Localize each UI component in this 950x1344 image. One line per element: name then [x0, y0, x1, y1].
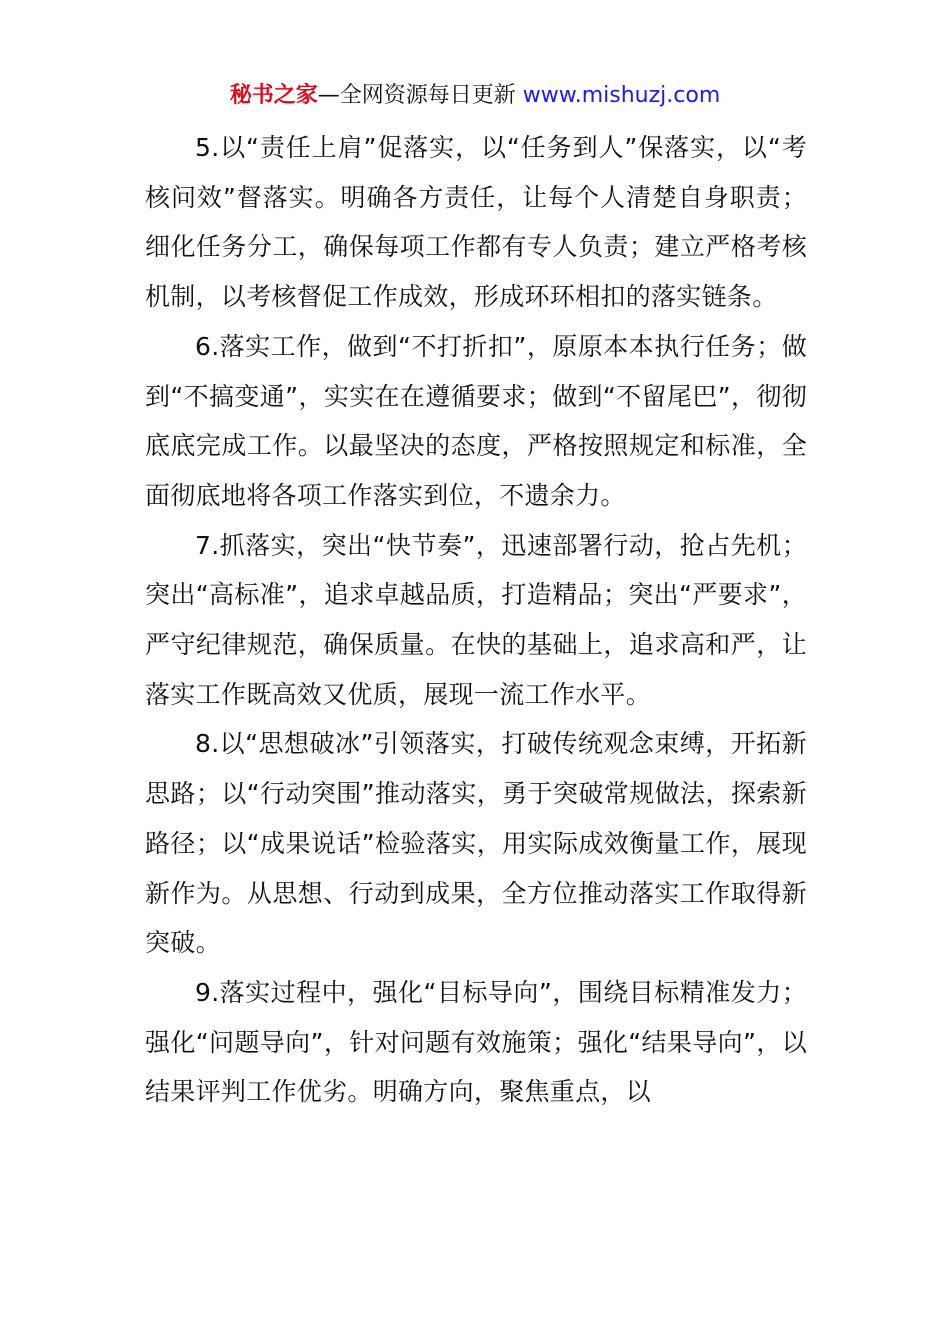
- paragraph-6: 6.落实工作，做到“不打折扣”，原原本本执行任务；做到“不搞变通”，实实在在遵循要求；做到“不留尾巴”，彻彻底底完成工作。以最坚决的态度，严格按照规定和标准，全面彻底地将各项工作落实到位，不遗余力。: [145, 331, 807, 510]
- site-header: [0, 80, 950, 112]
- paragraph-5: 5.以“责任上肩”促落实，以“任务到人”保落实，以“考核问效”督落实。明确各方责任，让每个人清楚自身职责；细化任务分工，确保每项工作都有专人负责；建立严格考核机制，以考核督促工作成效，形成环环相扣的落实链条。: [145, 133, 807, 312]
- document-body: [145, 123, 807, 1117]
- paragraph-9: 9.落实过程中，强化“目标导向”，围绕目标精准发力；强化“问题导向”，针对问题有效施策；强化“结果导向”，以结果评判工作优劣。明确方向，聚焦重点，以: [145, 977, 807, 1107]
- paragraph-7: 7.抓落实，突出“快节奏”，迅速部署行动，抢占先机；突出“高标准”，追求卓越品质，打造精品；突出“严要求”，严守纪律规范，确保质量。在快的基础上，追求高和严，让落实工作既高效又优质，展现一流工作水平。: [145, 530, 807, 709]
- paragraph-8: 8.以“思想破冰”引领落实，打破传统观念束缚，开拓新思路；以“行动突围”推动落实，勇于突破常规做法，探索新路径；以“成果说话”检验落实，用实际成效衡量工作，展现新作为。从思想、行动到成果，全方位推动落实工作取得新突破。: [145, 729, 807, 958]
- site-brand: 秘书之家: [229, 83, 318, 108]
- site-tagline: —全网资源每日更新: [317, 83, 516, 108]
- site-url-link[interactable]: www.mishuzj.com: [522, 83, 721, 108]
